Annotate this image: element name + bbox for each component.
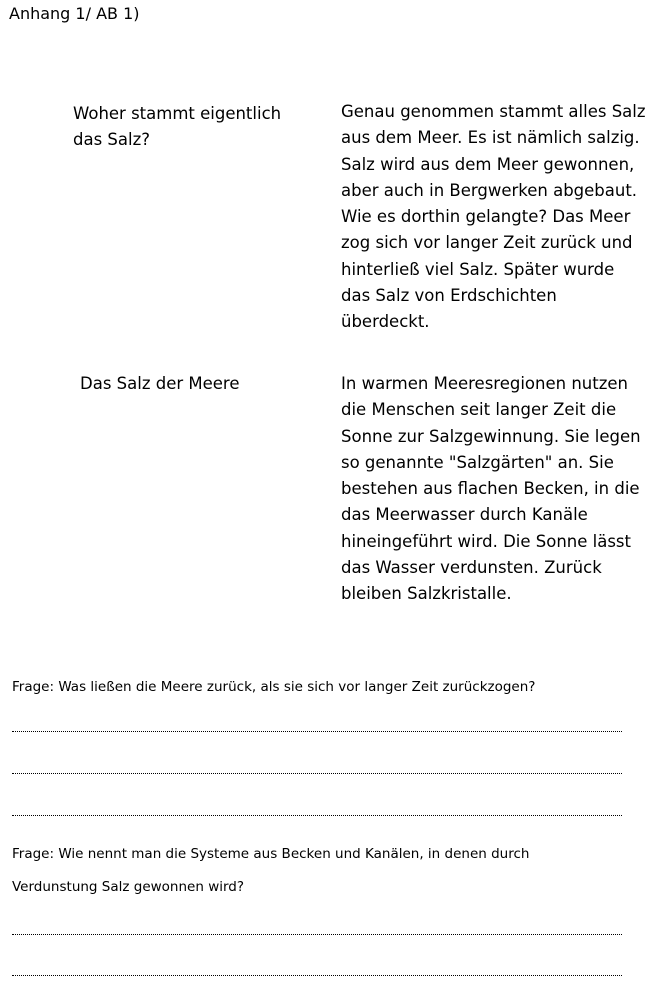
text-line: Wie es dorthin gelangte? Das Meer <box>341 207 631 227</box>
text-line: Genau genommen stammt alles Salz <box>341 102 646 121</box>
text-line: überdeckt. <box>341 312 430 332</box>
section-text-origin <box>341 99 646 336</box>
text-line: das Wasser verdunsten. Zurück <box>341 558 602 578</box>
text-line: In warmen Meeresregionen nutzen <box>341 374 628 393</box>
answer-line[interactable] <box>12 815 622 816</box>
section-title-origin <box>73 101 281 153</box>
text-line: so genannte "Salzgärten" an. Sie <box>341 452 614 472</box>
answer-line[interactable] <box>12 975 622 976</box>
question-line: Verdunstung Salz gewonnen wird? <box>12 879 245 895</box>
text-line: das Salz von Erdschichten <box>341 286 557 306</box>
text-line: hineingeführt wird. Die Sonne lässt <box>341 531 631 551</box>
answer-line[interactable] <box>12 773 622 774</box>
text-line: die Menschen seit langer Zeit die <box>341 400 617 420</box>
text-line: aber auch in Bergwerken abgebaut. <box>341 180 638 200</box>
text-line: Sonne zur Salzgewinnung. Sie legen <box>341 426 641 446</box>
question-2 <box>12 838 529 904</box>
section-title-sea-salt <box>80 371 240 397</box>
text-line: Salz wird aus dem Meer gewonnen, <box>341 154 635 174</box>
text-line: bleiben Salzkristalle. <box>341 584 512 604</box>
text-line: hinterließ viel Salz. Später wurde <box>341 259 615 279</box>
answer-line[interactable] <box>12 731 622 732</box>
question-1 <box>12 671 535 704</box>
section-title-line: Das Salz der Meere <box>80 374 240 393</box>
text-line: zog sich vor langer Zeit zurück und <box>341 233 633 253</box>
text-line: das Meerwasser durch Kanäle <box>341 505 588 525</box>
text-line: bestehen aus flachen Becken, in die <box>341 479 640 499</box>
text-line: aus dem Meer. Es ist nämlich salzig. <box>341 128 640 148</box>
question-line: Frage: Wie nennt man die Systeme aus Becken und Kanälen, in denen durch <box>12 846 530 862</box>
answer-line[interactable] <box>12 934 622 935</box>
section-title-line: das Salz? <box>73 130 151 149</box>
section-title-line: Woher stammt eigentlich <box>73 104 282 123</box>
worksheet-header: Anhang 1/ AB 1) <box>9 4 140 23</box>
question-line: Frage: Was ließen die Meere zurück, als sie sich vor langer Zeit zurückzogen? <box>12 679 536 695</box>
section-text-sea-salt <box>341 371 641 608</box>
